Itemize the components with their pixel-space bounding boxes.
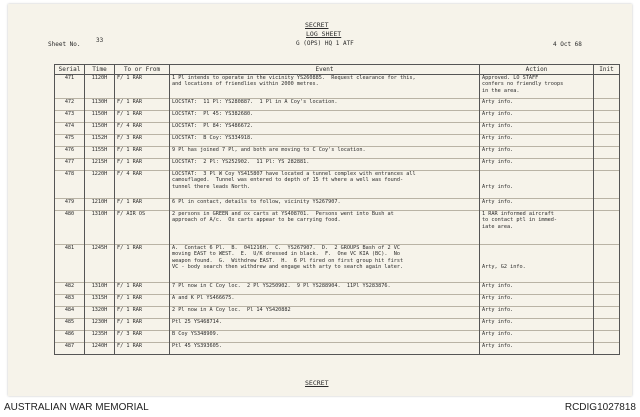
serial-cell: 484: [55, 307, 85, 319]
init-cell: [594, 343, 620, 355]
event-cell: LOCSTAT: B Coy: YS334918.: [170, 135, 480, 147]
serial-cell: 473: [55, 111, 85, 123]
table-header-row: [55, 65, 620, 75]
serial-cell: 483: [55, 295, 85, 307]
init-cell: [594, 199, 620, 211]
init-cell: [594, 75, 620, 99]
action-cell: Arty info.: [480, 123, 594, 135]
time-cell: 1130H: [85, 99, 115, 111]
column-header-serial: Serial: [55, 65, 85, 75]
action-cell: Arty info.: [480, 319, 594, 331]
serial-cell: 471: [55, 75, 85, 99]
init-cell: [594, 319, 620, 331]
serial-cell: 475: [55, 135, 85, 147]
archive-caption: AUSTRALIAN WAR MEMORIAL: [4, 402, 149, 413]
table-row: [55, 123, 620, 135]
event-cell: 6 Pl in contact, details to follow, vicinity YS267907.: [170, 199, 480, 211]
action-cell: Arty info.: [480, 307, 594, 319]
serial-cell: 481: [55, 245, 85, 283]
table-row: [55, 75, 620, 99]
log-sheet-page: [8, 4, 632, 396]
archive-footer: [0, 398, 640, 417]
action-cell: Arty info.: [480, 343, 594, 355]
to-or-from-cell: F/ 1 RAR: [115, 319, 170, 331]
init-cell: [594, 159, 620, 171]
serial-cell: 480: [55, 211, 85, 245]
serial-cell: 476: [55, 147, 85, 159]
action-cell: Arty info.: [480, 295, 594, 307]
to-or-from-cell: F/ 4 RAR: [115, 123, 170, 135]
action-cell: Arty info.: [480, 111, 594, 123]
time-cell: 1310H: [85, 283, 115, 295]
init-cell: [594, 211, 620, 245]
event-cell: 9 Pl has joined 7 Pl, and both are moving to C Coy's location.: [170, 147, 480, 159]
table-body: [55, 75, 620, 355]
action-cell: Arty info.: [480, 283, 594, 295]
init-cell: [594, 111, 620, 123]
time-cell: 1315H: [85, 295, 115, 307]
init-cell: [594, 123, 620, 135]
time-cell: 1230H: [85, 319, 115, 331]
to-or-from-cell: F/ 1 RAR: [115, 111, 170, 123]
time-cell: 1310H: [85, 211, 115, 245]
time-cell: 1240H: [85, 343, 115, 355]
init-cell: [594, 307, 620, 319]
table-row: [55, 211, 620, 245]
to-or-from-cell: F/ 3 RAR: [115, 331, 170, 343]
to-or-from-cell: F/ 1 RAR: [115, 99, 170, 111]
table-row: [55, 147, 620, 159]
column-header-to-or-from: To or From: [115, 65, 170, 75]
event-cell: B Coy YS348909.: [170, 331, 480, 343]
table-row: [55, 319, 620, 331]
time-cell: 1150H: [85, 111, 115, 123]
to-or-from-cell: F/ 1 RAR: [115, 283, 170, 295]
sheet-number: 33: [96, 37, 104, 44]
init-cell: [594, 283, 620, 295]
to-or-from-cell: F/ 1 RAR: [115, 245, 170, 283]
action-cell: 1 RAR informed aircraft to contact ptl in immed- iate area.: [480, 211, 594, 245]
serial-cell: 487: [55, 343, 85, 355]
action-cell: Arty info.: [480, 99, 594, 111]
time-cell: 1220H: [85, 171, 115, 199]
serial-cell: 477: [55, 159, 85, 171]
event-cell: Ptl 25 YS468714.: [170, 319, 480, 331]
to-or-from-cell: F/ 4 RAR: [115, 171, 170, 199]
action-cell: Arty info.: [480, 147, 594, 159]
action-cell: Arty info.: [480, 135, 594, 147]
column-header-init: Init: [594, 65, 620, 75]
page-title: LOG SHEET: [306, 30, 342, 38]
classification-top: SECRET: [305, 21, 329, 29]
table-row: [55, 343, 620, 355]
action-cell: Arty info.: [480, 159, 594, 171]
log-date: 4 Oct 68: [553, 41, 582, 48]
to-or-from-cell: F/ 1 RAR: [115, 295, 170, 307]
time-cell: 1215H: [85, 159, 115, 171]
action-cell: Arty, G2 info.: [480, 245, 594, 283]
table-row: [55, 331, 620, 343]
event-cell: LOCSTAT: 11 Pl: YS280887. 1 Pl in A Coy's location.: [170, 99, 480, 111]
init-cell: [594, 295, 620, 307]
unit-name: G (OPS) HQ 1 ATF: [296, 40, 354, 47]
archive-reference: RCDIG1027818: [564, 402, 636, 413]
serial-cell: 486: [55, 331, 85, 343]
time-cell: 1150H: [85, 123, 115, 135]
table-row: [55, 199, 620, 211]
to-or-from-cell: F/ 1 RAR: [115, 75, 170, 99]
time-cell: 1235H: [85, 331, 115, 343]
sheet-number-label: Sheet No.: [48, 41, 81, 48]
init-cell: [594, 147, 620, 159]
time-cell: 1155H: [85, 147, 115, 159]
time-cell: 1152H: [85, 135, 115, 147]
serial-cell: 478: [55, 171, 85, 199]
init-cell: [594, 99, 620, 111]
table-row: [55, 283, 620, 295]
time-cell: 1245H: [85, 245, 115, 283]
event-cell: LOCSTAT: Pl 84: YS486672.: [170, 123, 480, 135]
event-cell: A and K Pl YS466675.: [170, 295, 480, 307]
table-row: [55, 111, 620, 123]
table-row: [55, 171, 620, 199]
table-row: [55, 159, 620, 171]
to-or-from-cell: F/ 3 RAR: [115, 135, 170, 147]
time-cell: 1320H: [85, 307, 115, 319]
event-cell: 7 Pl now in C Coy loc. 2 Pl YS250902. 9 Pl YS288904. 11Pl YS283876.: [170, 283, 480, 295]
log-table: [54, 64, 620, 355]
event-cell: 1 Pl intends to operate in the vicinity YS260885. Request clearance for this, and locations of friendlies within 2000 metres.: [170, 75, 480, 99]
to-or-from-cell: F/ 1 RAR: [115, 199, 170, 211]
event-cell: LOCSTAT: 3 Pl W Coy YS415807 have located a tunnel complex with entrances all camouflaged. Tunnel was entered to depth of 15 ft where a well was found- tunnel there leads North.: [170, 171, 480, 199]
to-or-from-cell: F/ 1 RAR: [115, 159, 170, 171]
init-cell: [594, 245, 620, 283]
column-header-event: Event: [170, 65, 480, 75]
table-row: [55, 245, 620, 283]
serial-cell: 482: [55, 283, 85, 295]
serial-cell: 479: [55, 199, 85, 211]
to-or-from-cell: F/ 1 RAR: [115, 147, 170, 159]
event-cell: 2 persons in GREEN and ox carts at YS408701. Persons went into Bush at approach of A/c. Ox carts appear to be carrying food.: [170, 211, 480, 245]
event-cell: A. Contact 6 Pl. B. 041216H. C. YS267907. D. 2 GROUPS Bash of 2 VC moving EAST to WEST. E. U/K dressed in black. F. One VC KIA (BC). No weapon found. G. Withdrew EAST. H. 6 Pl fired on first group hit first VC - body search then withdrew and engage with arty to search again later.: [170, 245, 480, 283]
init-cell: [594, 135, 620, 147]
event-cell: 2 Pl now in A Coy loc. Pl 14 YS420882: [170, 307, 480, 319]
table-row: [55, 295, 620, 307]
action-cell: Approved. LO STAFF confers no friendly troops in the area.: [480, 75, 594, 99]
classification-bottom: SECRET: [305, 379, 329, 387]
serial-cell: 472: [55, 99, 85, 111]
column-header-action: Action: [480, 65, 594, 75]
init-cell: [594, 171, 620, 199]
serial-cell: 485: [55, 319, 85, 331]
time-cell: 1120H: [85, 75, 115, 99]
column-header-time: Time: [85, 65, 115, 75]
action-cell: Arty info.: [480, 331, 594, 343]
to-or-from-cell: F/ AIR OS: [115, 211, 170, 245]
time-cell: 1210H: [85, 199, 115, 211]
to-or-from-cell: F/ 1 RAR: [115, 343, 170, 355]
to-or-from-cell: F/ 1 RAR: [115, 307, 170, 319]
table-row: [55, 99, 620, 111]
action-cell: Arty info.: [480, 171, 594, 199]
table-row: [55, 135, 620, 147]
action-cell: Arty info.: [480, 199, 594, 211]
event-cell: LOCSTAT: 2 Pl: YS252902. 11 Pl: YS 282881.: [170, 159, 480, 171]
event-cell: LOCSTAT: Pl 45: YS382680.: [170, 111, 480, 123]
event-cell: Ptl 45 YS393605.: [170, 343, 480, 355]
table-row: [55, 307, 620, 319]
init-cell: [594, 331, 620, 343]
serial-cell: 474: [55, 123, 85, 135]
